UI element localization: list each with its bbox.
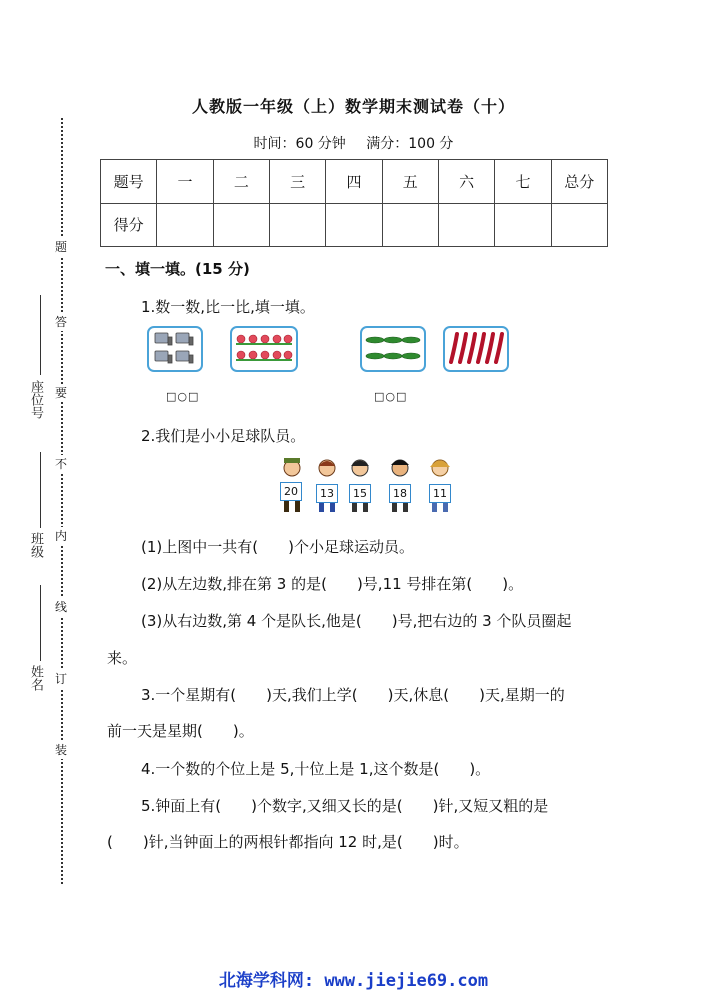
- cell: 五: [382, 160, 438, 204]
- score-cell[interactable]: [157, 203, 213, 247]
- cell: 总分: [551, 160, 607, 204]
- player: [313, 458, 341, 520]
- score-cell[interactable]: [326, 203, 382, 247]
- score-value-row: [101, 203, 608, 247]
- binding-line: [61, 118, 63, 884]
- jersey-number: 13: [316, 484, 338, 503]
- cell: 三: [269, 160, 325, 204]
- jersey-number: 11: [429, 484, 451, 503]
- score-cell[interactable]: [269, 203, 325, 247]
- player: [346, 458, 374, 520]
- question-2-1: (1)上图中一共有( )个小足球运动员。: [141, 538, 414, 556]
- margin-char: 装: [55, 743, 68, 757]
- jersey-number: 15: [349, 484, 371, 503]
- players-picture: [278, 458, 458, 518]
- margin-char: 答: [55, 315, 68, 329]
- margin-char: 不: [55, 457, 68, 471]
- computer-icon: [149, 328, 201, 370]
- cucumbers-picture: [360, 326, 426, 372]
- peppers-picture: [443, 326, 509, 372]
- margin-char: 题: [55, 240, 68, 254]
- question-1: 1.数一数,比一比,填一填。: [141, 298, 315, 316]
- cell: 一: [157, 160, 213, 204]
- seat-label: 座位号: [28, 380, 43, 419]
- score-table: [100, 159, 608, 247]
- margin-char: 要: [55, 386, 68, 400]
- cell: 得分: [101, 203, 157, 247]
- class-label: 班级: [28, 532, 43, 558]
- cell: 六: [438, 160, 494, 204]
- player: [278, 458, 306, 520]
- question-3-cont: 前一天是星期( )。: [107, 722, 254, 740]
- question-2: 2.我们是小小足球队员。: [141, 427, 306, 445]
- score-cell[interactable]: [551, 203, 607, 247]
- name-blank[interactable]: [40, 585, 41, 661]
- score-header-row: [101, 160, 608, 204]
- seat-blank[interactable]: [40, 295, 41, 375]
- flower-icon: [232, 328, 296, 370]
- cell: 二: [213, 160, 269, 204]
- player: [426, 458, 454, 520]
- exam-info: [0, 133, 707, 153]
- compare-box-1[interactable]: □○□: [166, 390, 200, 403]
- cucumber-icon: [362, 328, 424, 370]
- question-2-3-cont: 来。: [107, 649, 138, 667]
- cell: 四: [326, 160, 382, 204]
- question-5: 5.钟面上有( )个数字,又细又长的是( )针,又短又粗的是: [141, 797, 549, 815]
- cell: 题号: [101, 160, 157, 204]
- full-score: 满分：100 分: [366, 136, 454, 152]
- margin-char: 线: [55, 600, 68, 614]
- pepper-icon: [445, 328, 507, 370]
- flowers-picture: [230, 326, 298, 372]
- question-2-3: (3)从右边数,第 4 个是队长,他是( )号,把右边的 3 个队员圈起: [141, 612, 572, 630]
- class-blank[interactable]: [40, 452, 41, 528]
- section-title: 一、填一填。(15 分): [105, 260, 250, 278]
- margin-char: 订: [55, 672, 68, 686]
- question-2-2: (2)从左边数,排在第 3 的是( )号,11 号排在第( )。: [141, 575, 524, 593]
- question-3: 3.一个星期有( )天,我们上学( )天,休息( )天,星期一的: [141, 686, 565, 704]
- jersey-number: 20: [280, 482, 302, 501]
- time-limit: 时间：60 分钟: [253, 136, 346, 152]
- score-cell[interactable]: [438, 203, 494, 247]
- question-5-cont: ( )针,当钟面上的两根针都指向 12 时,是( )时。: [107, 833, 469, 851]
- score-cell[interactable]: [382, 203, 438, 247]
- player: [386, 458, 414, 520]
- footer-link[interactable]: 北海学科网: www.jiejie69.com: [218, 971, 489, 991]
- name-label: 姓名: [28, 665, 43, 691]
- question-4: 4.一个数的个位上是 5,十位上是 1,这个数是( )。: [141, 760, 491, 778]
- page-title: 人教版一年级（上）数学期末测试卷（十）: [191, 97, 515, 116]
- score-cell[interactable]: [495, 203, 551, 247]
- jersey-number: 18: [389, 484, 411, 503]
- margin-char: 内: [55, 529, 68, 543]
- compare-box-2[interactable]: □○□: [374, 390, 408, 403]
- cell: 七: [495, 160, 551, 204]
- computers-picture: [147, 326, 203, 372]
- score-cell[interactable]: [213, 203, 269, 247]
